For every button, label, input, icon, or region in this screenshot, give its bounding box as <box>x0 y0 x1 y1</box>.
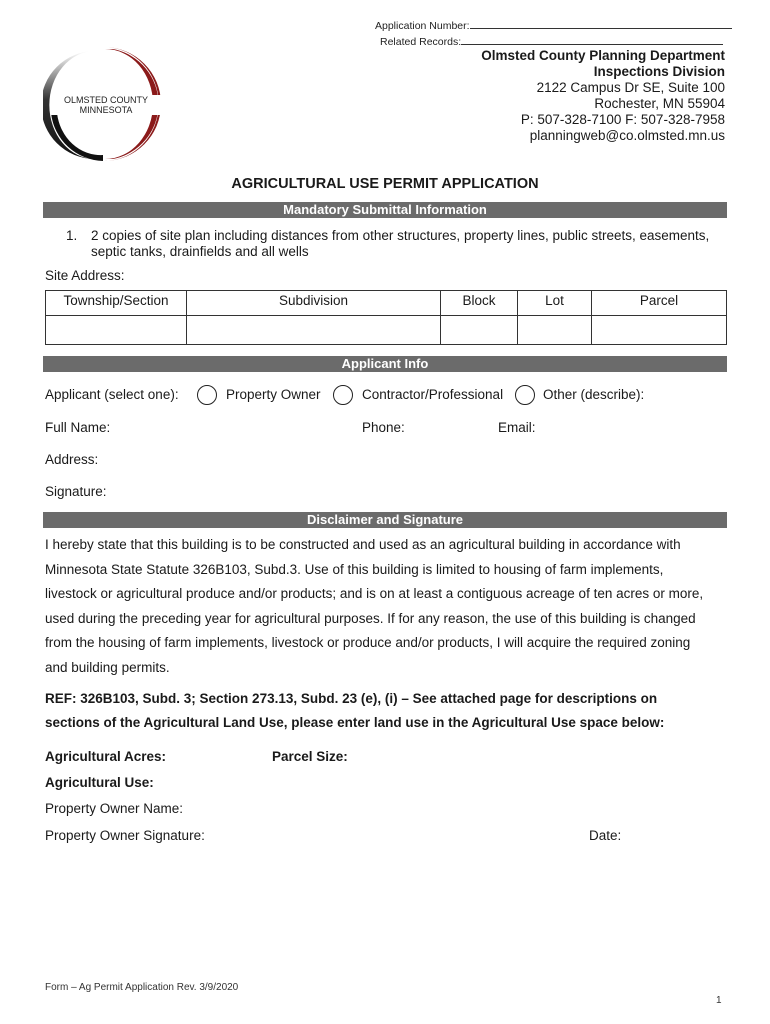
option-contractor-professional: Contractor/Professional <box>362 387 504 402</box>
disclaimer-line: Minnesota State Statute 326B103, Subd.3. Use of this building is limited to housing of farm implements, <box>45 561 664 577</box>
disclaimer-line: livestock or agricultural produce and/or products; and is on at least a contiguous acreage of ten acres or more, <box>45 586 704 601</box>
department-email: planningweb@co.olmsted.mn.us <box>529 128 725 143</box>
logo-text-line2: MINNESOTA <box>79 105 133 115</box>
col-parcel: Parcel <box>592 291 727 316</box>
disclaimer-paragraph <box>45 533 735 680</box>
col-township-section: Township/Section <box>46 291 187 316</box>
disclaimer-line: used during the preceding year for agricultural purposes. If for any reason, the use of this building is changed <box>45 610 696 626</box>
address-line1: 2122 Campus Dr SE, Suite 100 <box>536 80 725 95</box>
related-records-line <box>461 34 723 45</box>
form-revision-footer: Form – Ag Permit Application Rev. 3/9/2020 <box>45 982 239 993</box>
lot-input[interactable] <box>518 316 592 345</box>
logo-text-line1: OLMSTED COUNTY <box>63 95 148 105</box>
section-bar-applicant: Applicant Info <box>43 356 727 372</box>
page-number: 1 <box>716 995 722 1006</box>
department-name: Olmsted County Planning Department <box>481 48 725 63</box>
agricultural-use-label: Agricultural Use: <box>45 775 154 790</box>
col-lot: Lot <box>518 291 592 316</box>
phone-fax: P: 507-328-7100 F: 507-328-7958 <box>520 112 725 127</box>
full-name-label: Full Name: <box>45 420 111 435</box>
agricultural-acres-label: Agricultural Acres: <box>45 749 167 764</box>
site-table-entry-row <box>46 316 727 345</box>
reference-note <box>45 687 735 735</box>
mandatory-item-line1: 2 copies of site plan including distances from other structures, property lines, public streets, easements, <box>91 228 710 243</box>
related-records-field[interactable] <box>380 34 723 48</box>
email-label: Email: <box>498 420 536 435</box>
option-property-owner: Property Owner <box>226 387 321 402</box>
disclaimer-line: and building permits. <box>45 659 170 675</box>
application-number-line <box>470 18 732 29</box>
disclaimer-line: from the housing of farm implements, livestock or produce and/or products, I will acquire the required zoning <box>45 635 691 650</box>
county-logo <box>43 43 165 165</box>
site-address-table <box>45 290 727 345</box>
phone-label: Phone: <box>362 420 405 435</box>
department-block <box>481 48 725 144</box>
site-address-label: Site Address: <box>45 268 125 283</box>
application-number-label: Application Number: <box>375 20 470 32</box>
division-name: Inspections Division <box>593 64 725 79</box>
section-bar-mandatory: Mandatory Submittal Information <box>43 202 727 218</box>
mandatory-item-line2: septic tanks, drainfields and all wells <box>91 244 309 259</box>
disclaimer-line: I hereby state that this building is to be constructed and used as an agricultural building in accordance with <box>45 537 681 552</box>
col-subdivision: Subdivision <box>187 291 441 316</box>
parcel-input[interactable] <box>592 316 727 345</box>
date-label: Date: <box>589 828 622 843</box>
related-records-label: Related Records: <box>380 36 462 48</box>
reference-line2: sections of the Agricultural Land Use, please enter land use in the Agricultural Use space below: <box>45 715 665 730</box>
col-block: Block <box>441 291 518 316</box>
township-section-input[interactable] <box>46 316 187 345</box>
signature-label: Signature: <box>45 484 107 499</box>
subdivision-input[interactable] <box>187 316 441 345</box>
radio-property-owner[interactable] <box>197 385 217 405</box>
section-bar-disclaimer: Disclaimer and Signature <box>43 512 727 528</box>
parcel-size-label: Parcel Size: <box>272 749 348 764</box>
property-owner-signature-label: Property Owner Signature: <box>45 828 205 843</box>
applicant-select-label: Applicant (select one): <box>45 387 179 402</box>
page-title: AGRICULTURAL USE PERMIT APPLICATION <box>231 176 539 192</box>
application-number-field[interactable] <box>375 18 732 32</box>
property-owner-name-label: Property Owner Name: <box>45 801 184 816</box>
radio-other[interactable] <box>515 385 535 405</box>
reference-line1: REF: 326B103, Subd. 3; Section 273.13, Subd. 23 (e), (i) – See attached page for descriptions on <box>45 691 658 706</box>
radio-contractor-professional[interactable] <box>333 385 353 405</box>
address-label: Address: <box>45 452 99 467</box>
option-other: Other (describe): <box>543 387 645 402</box>
address-line2: Rochester, MN 55904 <box>594 96 725 111</box>
block-input[interactable] <box>441 316 518 345</box>
site-table-header-row <box>46 291 727 316</box>
mandatory-item-number: 1. <box>66 228 78 243</box>
